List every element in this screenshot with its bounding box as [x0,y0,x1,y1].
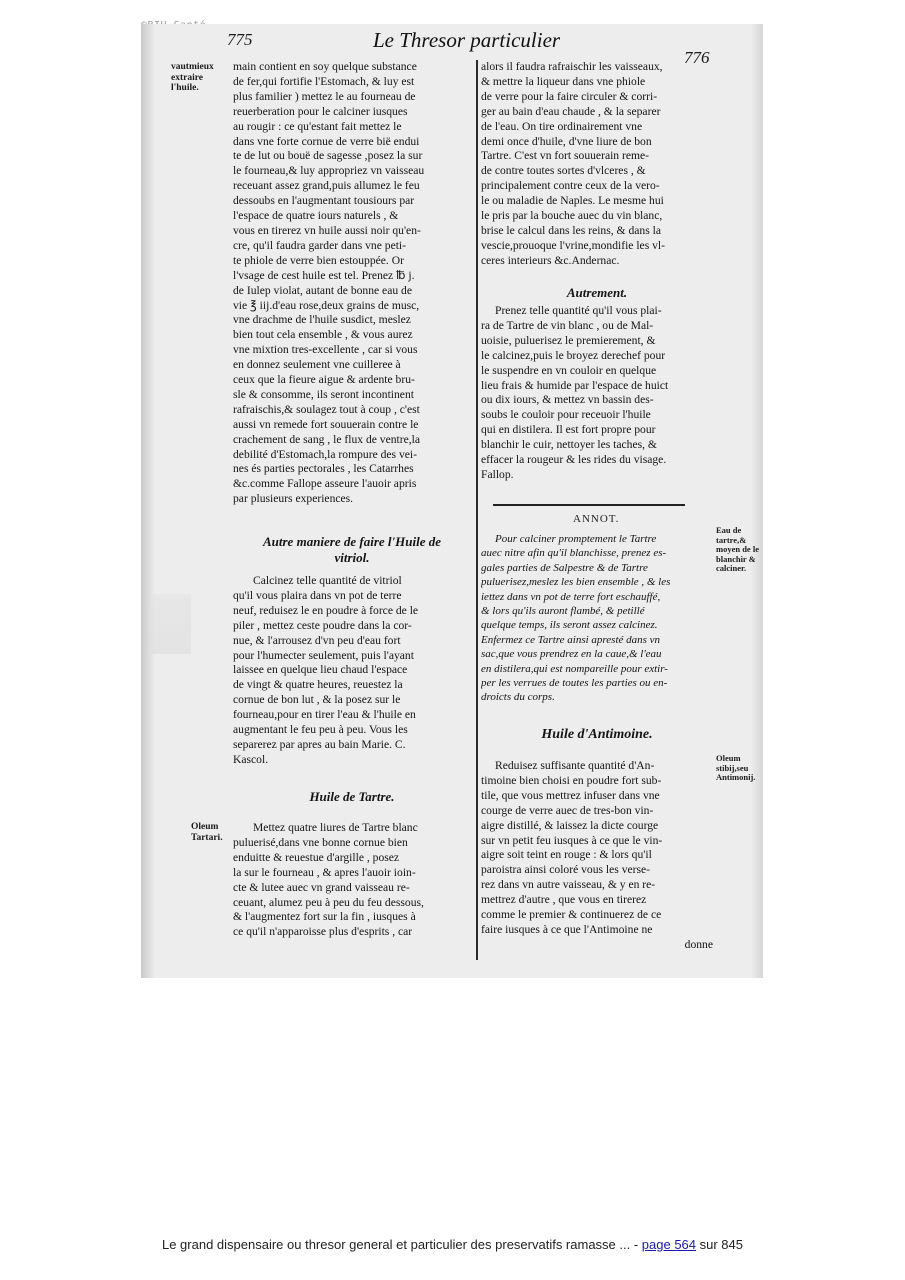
text-line: Tartre. C'est vn fort souuerain reme- [481,149,650,163]
annot-line: auec nitre afin qu'il blanchisse, prenez es- [481,547,667,560]
text-line: & mettre la liqueur dans vne phiole [481,74,646,88]
annot-line: Enfermez ce Tartre ainsi apresté dans vn [481,633,661,646]
text-line: ra de Tartre de vin blanc , ou de Mal- [481,318,654,332]
right-column-block-1 [481,60,713,269]
text-line: Prenez telle quantité qu'il vous plai- [495,304,662,317]
text-line: plus familier ) mettez le au fourneau de [233,89,416,103]
text-line: brise le calcul dans les reins, & dans la [481,223,661,237]
text-line: au rougir : ce qu'estant fait mettez le [233,119,402,133]
text-line: le calcinez,puis le broyez derechef pour [481,348,666,362]
text-line: pour l'humecter seulement, puis l'ayant [233,648,414,662]
text-line: augmentant le feu peu à peu. Vous les [233,723,408,737]
text-line: le fourneau,& luy appropriez vn vaisseau [233,164,425,178]
text-line: rez dans vn autre vaisseau, & y en re- [481,878,656,892]
page-footer [0,1237,905,1252]
annot-line: droicts du corps. [481,691,555,704]
annot-line: gales parties de Salpestre & de Tartre [481,561,648,574]
margin-note-oleum-tartari: Oleum Tartari. [191,822,223,843]
text-line: vous en tirerez vn huile aussi noir qu'en- [233,223,421,237]
text-line: cornue de bon lut , & la posez sur le [233,693,401,707]
text-line: rafraischis,& soulagez tout à coup , c'est [233,402,420,416]
text-line: qu'il vous plaira dans vn pot de terre [233,588,402,602]
text-line: le pris par la bouche auec du vin blanc, [481,209,663,223]
text-line: te phiole de verre bien estouppée. Or [233,253,404,267]
annot-line: iettez dans vn pot de terre fort eschauffé, [481,590,661,603]
annot-line: Pour calciner promptement le Tartre [495,533,657,545]
text-line: courge de verre auec de tres-bon vin- [481,803,654,817]
text-line: qui en distilera. Il est fort propre pour [481,423,656,437]
heading-line: Autre maniere de faire l'Huile de [262,534,441,549]
left-column-block-2 [233,574,471,768]
margin-note-eau-de-tartre: Eau de tartre,& moyen de le blanchir & calciner. [716,525,759,573]
text-line: donne [684,937,713,951]
text-line: ce qu'il n'apparoisse plus d'esprits , car [233,925,413,939]
text-line: neuf, reduisez le en poudre à force de le [233,603,419,617]
text-line: Calcinez telle quantité de vitriol [253,574,402,587]
text-line: laissee en quelque lieu chaud l'espace [233,663,408,677]
left-folio: 775 [227,30,253,49]
annot-rule [493,504,685,506]
running-head: Le Thresor particulier [373,28,561,52]
text-line: main contient en soy quelque substance [233,60,417,73]
text-line: ger au bain d'eau chaude , & la separer [481,104,661,118]
text-line: te de lut ou bouë de sagesse ,posez la sur [233,149,423,163]
text-line: aigre distillé, & laissez la dicte courge [481,818,659,832]
text-line: Kascol. [233,752,269,766]
footer-title: Le grand dispensaire ou thresor general et particulier des preservatifs ramasse ... - [161,1237,642,1252]
text-line: nes és parties pectorales , les Catarrhes [233,462,414,476]
footer-page-count: sur 845 [696,1237,743,1252]
text-line: alors il faudra rafraischir les vaisseaux, [481,60,663,73]
annot-line: quelque temps, ils seront assez calcinez. [481,619,658,632]
text-line: piler , mettez ceste poudre dans la cor- [233,618,412,632]
heading-autrement: Autrement. [566,285,628,300]
text-line: sur vn petit feu iusques à ce que le vin- [481,833,663,847]
page-link[interactable]: page 564 [641,1237,697,1252]
text-line: de l'eau. On tire ordinairement vne [481,119,643,133]
text-line: ceuant, alumez peu à peu du feu dessous, [233,895,424,909]
text-line: vne drachme de l'huile susdict, meslez [233,313,411,327]
text-line: vescie,prouoque l'vrine,mondifie les vl- [481,238,665,252]
heading-huile-antimoine: Huile d'Antimoine. [541,727,653,742]
margin-note-oleum-stibij: Oleum stibij,seu Antimonij. [716,753,756,782]
text-line: mettrez d'autre , que vous en tirerez [481,893,647,907]
text-line: uoisie, puluerisez le premierement, & [481,333,656,347]
text-line: aigre soit teint en rouge : & lors qu'il [481,848,652,862]
heading-autre-maniere [233,534,471,566]
text-line: ceux que la fieure aigue & ardente bru- [233,373,415,387]
text-line: par plusieurs experiences. [233,492,354,506]
text-line: vie ℥ iij.d'eau rose,deux grains de musc, [233,298,420,312]
text-line: Fallop. [481,467,514,481]
text-line: aussi vn remede fort souuerain contre le [233,417,419,431]
scanned-page [141,24,763,978]
annot-title: ANNOT. [573,513,620,525]
text-line: dessoubs en l'augmentant tousiours par [233,194,415,208]
text-line: dans vne forte cornue de verre bië endui [233,134,420,148]
annot-line: sac,que vous prendrez en la caue,& l'eau [481,648,662,661]
text-line: faire iusques à ce que l'Antimoine ne [481,922,653,936]
left-column-block-1 [233,60,471,507]
text-line: de Iulep violat, autant de bonne eau de [233,283,412,297]
text-line: bien tout cela ensemble , & vous aurez [233,328,413,342]
text-line: nue, & l'arrousez d'vn peu d'eau fort [233,633,401,647]
text-line: Reduisez suffisante quantité d'An- [495,759,655,772]
text-line: enduitte & reuestue d'argille , posez [233,850,400,864]
text-line: paroistra ainsi coloré vous les verse- [481,863,651,877]
text-line: de contre toutes sortes d'vlceres , & [481,164,646,178]
text-line: de verre pour la faire circuler & corri- [481,89,658,103]
text-line: reuerberation pour le calciner iusques [233,104,408,118]
text-line: comme le premier & continuerez de ce [481,908,662,922]
right-column-block-2 [481,304,713,483]
text-line: tile, que vous mettrez infuser dans vne [481,788,660,802]
right-folio: 776 [684,48,710,67]
text-line: de fer,qui fortifie l'Estomach, & luy est [233,74,415,88]
heading-huile-de-tartre: Huile de Tartre. [309,789,395,804]
text-line: lieu frais & humide par l'espace de huict [481,378,669,392]
text-line: Mettez quatre liures de Tartre blanc [253,821,418,834]
text-line: effacer la rougeur & les rides du visage. [481,453,667,467]
annot-block [481,532,713,705]
right-column-block-3 [481,759,713,953]
text-line: cte & lutee auec vn grand vaisseau re- [233,880,410,894]
text-line: & l'augmentez fort sur la fin , iusques à [233,910,416,924]
text-line: ceres interieurs &c.Andernac. [481,253,620,267]
text-line: cre, qu'il faudra garder dans vne peti- [233,238,407,252]
page-edge-shadow [751,24,763,978]
text-line: blanchir le cuir, nettoyer les taches, & [481,438,657,452]
bleed-through-mark [151,594,191,654]
column-divider [476,60,478,960]
heading-line: vitriol. [334,550,370,565]
text-line: l'vsage de cest huile est tel. Prenez ℔ j. [233,268,415,282]
text-line: la sur le fourneau , & apres l'auoir ioin- [233,865,416,879]
text-line: ou dix iours, & mettez vn bassin des- [481,393,654,407]
annot-line: en distilera,qui est nompareille pour extir- [481,662,668,675]
text-line: &c.comme Fallope asseure l'auoir apris [233,477,417,491]
text-line: sle & consomme, ils seront incontinent [233,387,414,401]
annot-line: puluerisez,meslez les bien ensemble , & les [481,576,671,589]
annot-line: per les verrues de toutes les parties ou en- [481,677,668,690]
text-line: debilité d'Estomach,la rompure des vei- [233,447,417,461]
text-line: le suspendre en vn couloir en quelque [481,363,657,377]
text-line: demi once d'huile, d'vne liure de bon [481,134,652,148]
text-line: soubs le couloir pour receuoir l'huile [481,408,651,422]
text-line: crachement de sang , le flux de ventre,la [233,432,421,446]
left-column-block-3 [233,821,471,940]
text-line: fourneau,pour en tirer l'eau & l'huile en [233,708,416,722]
text-line: de vingt & quatre heures, reuestez la [233,678,403,692]
text-line: en donnez seulement vne cuilleree à [233,358,401,372]
text-line: l'espace de quatre iours naturels , & [233,209,399,223]
text-line: le ou maladie de Naples. Le mesme hui [481,194,664,208]
annot-line: & lors qu'ils auront flambé, & petillé [481,605,645,618]
margin-note-huile: vautmieux extraire l'huile. [171,62,214,93]
page-gutter-shadow [141,24,155,978]
text-line: principalement contre ceux de la vero- [481,179,660,193]
text-line: timoine bien choisi en poudre fort sub- [481,773,662,787]
text-line: separerez par apres au bain Marie. C. [233,737,406,751]
text-line: puluerisé,dans vne bonne cornue bien [233,835,408,849]
text-line: receuant assez grand,puis allumez le feu [233,179,420,193]
text-line: vne mixtion tres-excellente , car si vous [233,343,418,357]
